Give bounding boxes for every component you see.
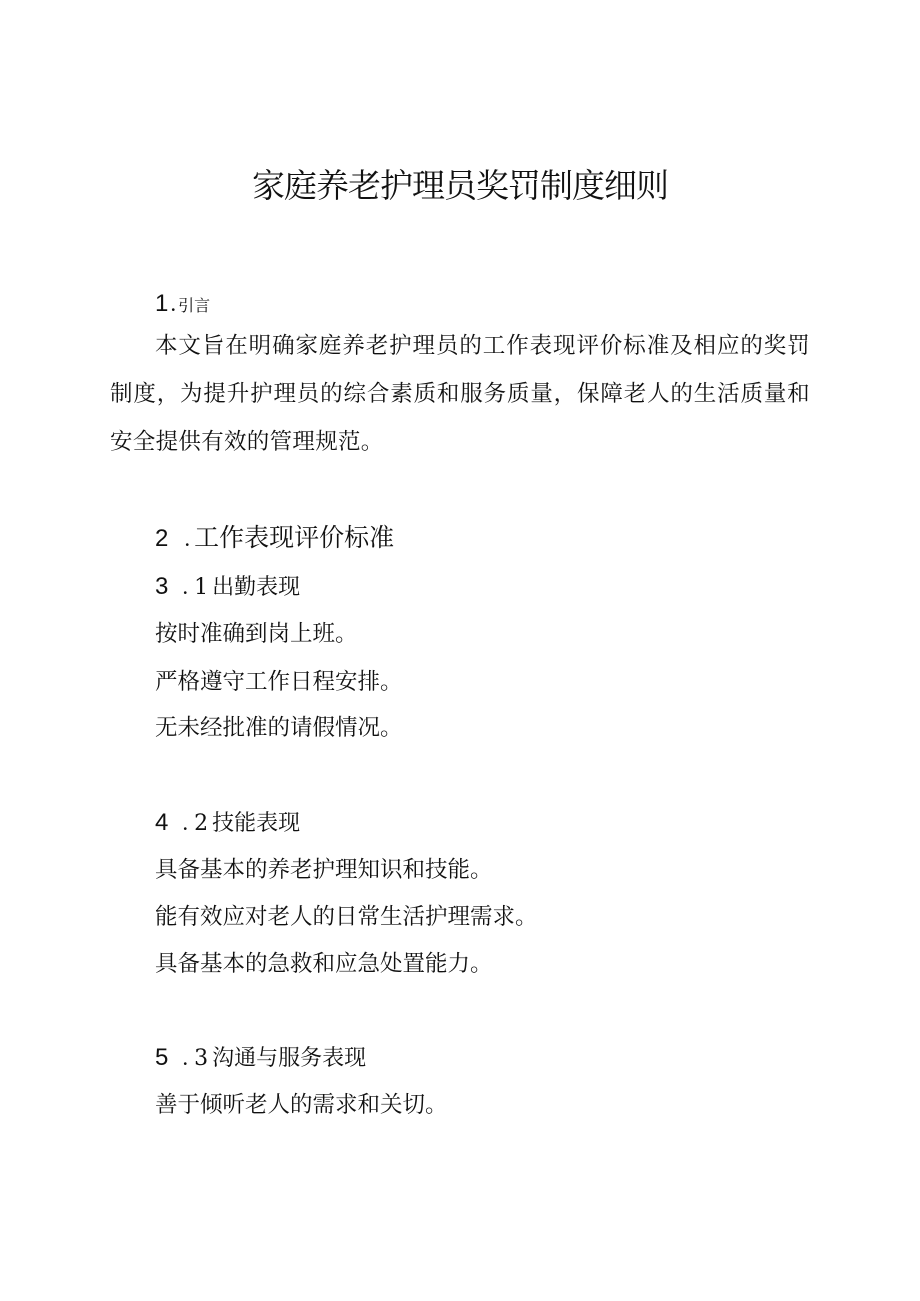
list-item: 能有效应对老人的日常生活护理需求。 [155, 904, 538, 930]
section-number: 1 [155, 290, 169, 317]
list-item: 具备基本的养老护理知识和技能。 [155, 857, 493, 883]
section-heading-communication [155, 1038, 366, 1079]
section-label: 工作表现评价标准 [194, 523, 395, 552]
section-heading-intro [155, 284, 210, 326]
section-label: 技能表现 [212, 811, 301, 836]
section-number: 3 [155, 573, 169, 600]
section-heading-evaluation [155, 518, 394, 559]
dot-separator: . [182, 1045, 189, 1070]
section-number: 4 [155, 809, 169, 836]
dot-separator: . [170, 291, 177, 316]
dot-separator: . [182, 810, 189, 835]
section-label: 引言 [178, 296, 211, 315]
section-heading-skills [155, 803, 300, 844]
list-item: 严格遵守工作日程安排。 [155, 669, 403, 695]
section-sub-number: 2 [194, 811, 209, 836]
intro-paragraph: 本文旨在明确家庭养老护理员的工作表现评价标准及相应的奖罚制度，为提升护理员的综合素质和服务质量，保障老人的生活质量和安全提供有效的管理规范。 [110, 333, 810, 455]
dot-separator: . [182, 574, 189, 599]
list-item: 善于倾听老人的需求和关切。 [155, 1092, 448, 1118]
section-heading-attendance [155, 567, 300, 608]
list-item: 按时准确到岗上班。 [155, 621, 358, 647]
section-sub-number: 3 [194, 1046, 209, 1071]
section-label: 出勤表现 [212, 575, 301, 600]
section-number: 5 [155, 1044, 169, 1071]
section-label: 沟通与服务表现 [212, 1046, 367, 1071]
list-item: 无未经批准的请假情况。 [155, 715, 403, 741]
list-item: 具备基本的急救和应急处置能力。 [155, 951, 493, 977]
document-title: 家庭养老护理员奖罚制度细则 [252, 166, 668, 205]
dot-separator: . [184, 526, 191, 551]
section-sub-number: 1 [194, 575, 209, 600]
section-number: 2 [155, 525, 169, 552]
